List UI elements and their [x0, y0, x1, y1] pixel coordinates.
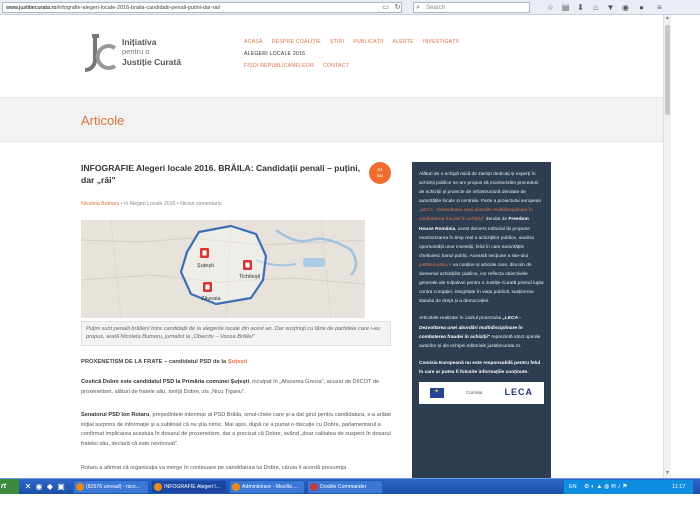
section-band	[0, 97, 663, 142]
task-mail-label: (82576 unread) - nico...	[86, 484, 140, 490]
logo-text[interactable]	[122, 37, 181, 67]
firefox-task-icon	[154, 483, 162, 491]
language-indicator[interactable]: EN	[569, 484, 577, 490]
outer-margin	[671, 15, 700, 478]
sidebar-p1-a: Alături de o echipă mică de ziariști dedicați și experți în achiziții publice ne-am propus să monitorizăm procedurii de achiziții și proiecte de infrastructură derulate de autoritățile locale și centrale. Parte a proiectului european	[419, 172, 542, 205]
scroll-up-icon[interactable]: ▲	[665, 15, 670, 21]
system-tray	[563, 480, 693, 494]
date-month: iun	[376, 173, 383, 178]
reload-icon[interactable]: ↻	[394, 4, 401, 11]
map-label-sutesti: Șuțești	[197, 263, 214, 269]
close-x-icon[interactable]: ✕	[24, 482, 32, 491]
start-button[interactable]: rt	[0, 479, 19, 495]
url-path: /infografie-alegeri-locale-2016-braila-candidatii-penali-putini-dar-rai/	[56, 5, 221, 11]
task-administrare-label: Administrare - Mozilla ...	[242, 484, 298, 490]
clock[interactable]: 11:17	[672, 484, 686, 490]
date-day: 01	[377, 167, 383, 172]
main-nav	[244, 36, 504, 72]
scroll-down-icon[interactable]: ▼	[665, 470, 670, 476]
logo-icon[interactable]	[81, 34, 119, 74]
article-meta	[81, 201, 222, 207]
nav-contact[interactable]: CONTACT	[322, 63, 350, 69]
page-title: Articole	[81, 113, 125, 128]
leca-logo: LECA	[504, 387, 533, 398]
extension-icon[interactable]: ◉	[622, 3, 629, 12]
author-link[interactable]: Nicoleta Butnaru	[81, 201, 120, 207]
meta-rest: • în Alegeri Locale 2016 • Niciun comentariu	[119, 201, 222, 207]
url-domain: www.justitiecurata.ro	[6, 5, 57, 11]
map-image	[81, 220, 365, 318]
p1-rest: , inculpat în „Afacerea Grecia", acuzat de DIICOT de proxenetism, alături de fratele său, Ioniță Dobre, zis „Nicu Țiganu".	[81, 379, 380, 395]
sidebar-p2-bold: „LECA - Dezvoltarea unei abordări multidisciplinare în combaterea fraudei în achiziții"	[419, 316, 523, 340]
sidebar-p1-link[interactable]: „LECA - Dezvoltarea unei abordări multidisciplinare în combaterea fraudei în achiziții"	[419, 208, 533, 223]
sidebar-text-1	[419, 170, 544, 306]
article-title[interactable]: INFOGRAFIE Alegeri locale 2016. BRĂILA: Candidații penali – puțini, dar „răi"	[81, 163, 361, 185]
p2-rest: , președintele interimar al PSD Brăila, omul-cheie care și-a dat girul pentru candidatura, s-a arătat inițial surprins de informație și a subliniat că nu știa nimic. Mai apoi, după ce a purtat o discuție cu Dobre, parlamentarul a confirmat implicarea acestuia în dosarul de proxenetism, dar a precizat că Dobre, având „doar calitatea de suspect în dosarul fratelui său, declară că este nevinovat".	[81, 412, 391, 447]
firefox-task-icon	[232, 483, 240, 491]
subhead-text: PROXENETISM DE LA FRATE – candidatul PSD de la	[81, 359, 228, 365]
screen-margin	[0, 494, 700, 525]
logo-line-2: pentru o	[122, 47, 150, 56]
nav-stiri[interactable]: ȘTIRI	[330, 39, 345, 45]
nav-alerte[interactable]: ALERTE	[392, 39, 414, 45]
logo-line-1: Inițiativa	[122, 37, 157, 47]
eu-flag-icon	[430, 388, 444, 398]
taskbar	[0, 478, 700, 494]
pocket-icon[interactable]: ▼	[606, 3, 615, 12]
sidebar-p1-site-link[interactable]: justitiecurata.ro	[419, 262, 452, 268]
task-administrare[interactable]	[229, 480, 305, 494]
map-label-zavoaia: Zăvoaia	[201, 296, 221, 302]
sidebar-p1-bold: Freedom House România	[419, 217, 529, 232]
date-badge	[369, 162, 391, 184]
url-bar[interactable]	[2, 2, 402, 13]
logo-line-3: Justiție Curată	[122, 57, 182, 67]
site-header	[0, 15, 663, 97]
nav-despre[interactable]: DESPRE COALIȚIE	[271, 39, 322, 45]
menu-icon[interactable]: ≡	[657, 3, 662, 12]
subhead-link[interactable]: Șuțești	[227, 359, 248, 365]
logo-left-label: Comisia	[466, 390, 483, 396]
reading-list-icon[interactable]: ▤	[561, 3, 570, 12]
task-double-commander[interactable]	[307, 480, 383, 494]
map-label-tichilesti: Tichilești	[239, 274, 261, 280]
task-infografie-label: INFOGRAFIE Alegeri l...	[164, 484, 220, 490]
firefox-icon[interactable]: ◉	[35, 482, 43, 491]
sponsor-logos	[419, 382, 544, 404]
browser-toolbar	[0, 0, 700, 15]
nav-investigatii[interactable]: INVESTIGAȚII	[422, 39, 459, 45]
firefox-task-icon	[76, 483, 84, 491]
sidebar-disclaimer: Comisia Europeană nu este responsabilă pentru felul în care ar putea fi folosite informațiile conținute.	[419, 360, 541, 375]
tray-icons[interactable]: ⚙ ◐ ▲ ◍ ✉ ♪ ⚑	[584, 484, 628, 490]
double-commander-icon	[310, 483, 318, 491]
chat-icon[interactable]: ●	[639, 3, 644, 12]
search-icon: ⌕	[416, 4, 420, 11]
sidebar-p1-c: , acest demers editorial își propune monitorizarea în timp real a achizițiilor publice, analiza oportunității unor investiții, felul în care autoritățile cheltuiesc banul public. Această secțiune a site-ului	[419, 226, 534, 259]
nav-acasa[interactable]: ACASĂ	[244, 39, 263, 45]
downloads-icon[interactable]: ⬇	[577, 3, 584, 12]
paragraph-1	[81, 378, 391, 397]
sidebar-p2-a: Articolele realizate în cadrul proiectului	[419, 316, 503, 322]
sidebar-text-2	[419, 314, 544, 350]
search-placeholder: Search	[426, 5, 446, 11]
paragraph-3: Rotaru a afirmat că organizația va merge în continuare pe candidatura lui Dobre, căruia îi acordă prezumția	[81, 465, 347, 471]
nav-alegeri-locale[interactable]: ALEGERI LOCALE 2016	[244, 51, 306, 57]
article-subheading	[81, 359, 247, 365]
sidebar-widget	[412, 162, 551, 478]
image-caption: Puțini sunt penalii brăileni între candidații de la alegerile locale din acest an. Dar susținuți cu tărie de partidele care i-au propus, arată Nicoleta Butnaru, jurnalist la „Obiectiv – Vocea Brăilei"	[81, 321, 391, 346]
bookmark-star-icon[interactable]: ☆	[546, 3, 555, 12]
p2-bold: Senatorul PSD Ion Rotaru	[81, 412, 150, 418]
scroll-thumb[interactable]	[665, 25, 670, 115]
task-mail[interactable]	[73, 480, 149, 494]
page-scrollbar[interactable]	[663, 15, 671, 478]
sidebar-p1-b: derulat de	[484, 217, 509, 223]
task-double-commander-label: Double Commander	[320, 484, 367, 490]
folder-icon[interactable]: ▣	[57, 482, 65, 491]
sidebar-p2-c: reprezintă strict opiniile autorilor și ale echipei editoriale justitiecurata.ro.	[419, 334, 541, 349]
p1-bold: Costică Dobre este candidatul PSD la Primăria comunei Șuțești	[81, 379, 250, 385]
bookmark-page-icon[interactable]: ▭	[382, 4, 389, 11]
home-icon[interactable]: ⌂	[593, 3, 598, 12]
nav-publicatii[interactable]: PUBLICAȚII	[353, 39, 384, 45]
nav-fisoi[interactable]: FIȘOI REPUBLICANELEOR	[244, 63, 314, 69]
search-input[interactable]	[413, 2, 530, 13]
paragraph-2	[81, 411, 391, 449]
app-icon[interactable]: ◆	[46, 482, 54, 491]
task-infografie[interactable]	[151, 480, 227, 494]
sidebar-p1-d: va conține și articole care, dincolo de domeniul achizițiilor publice, vor reflecta obiectivele generale ale Inițiativei pentru o Justiție Curată privind lupta contra corupției, integritate în viața publică, susținerea statului de drept și a democrației.	[419, 262, 544, 305]
